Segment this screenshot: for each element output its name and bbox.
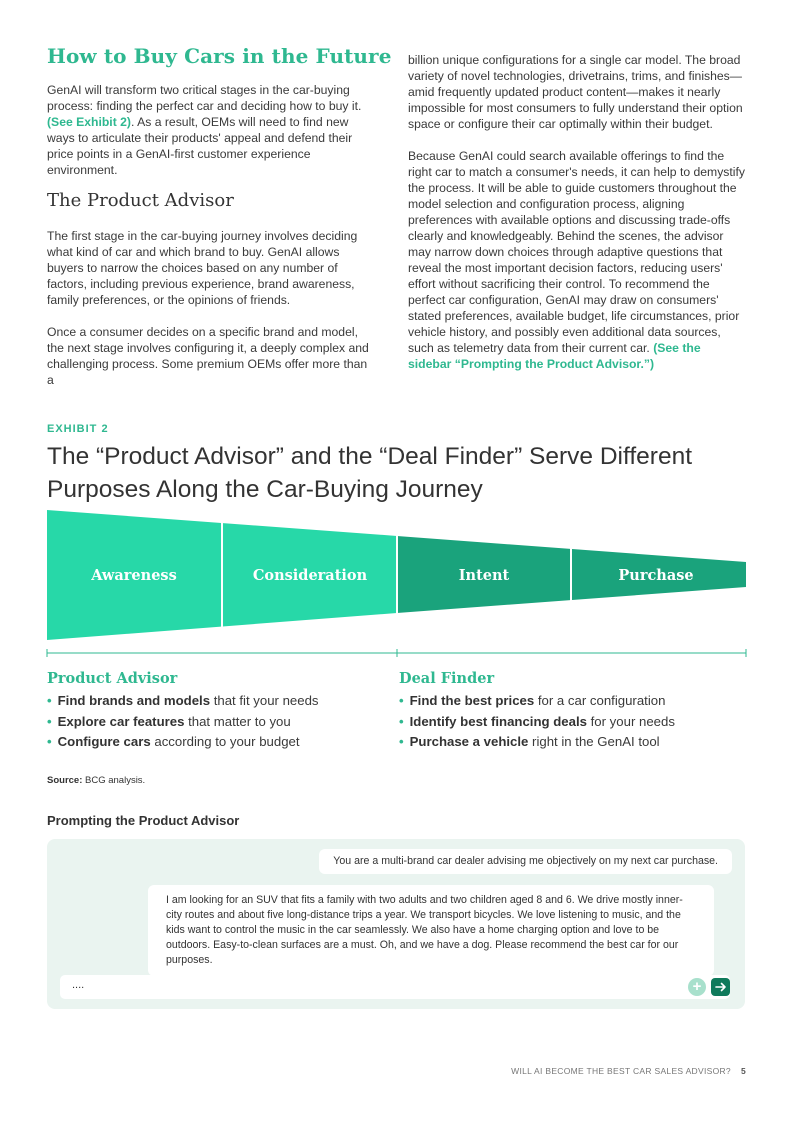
exhibit-label: EXHIBIT 2 — [47, 423, 109, 435]
deal-finder-list — [399, 691, 744, 753]
paragraph-text: Because GenAI could search available offerings to find the right car to match a consumer's needs, it can help to demystify the process. It will be able to guide customers throughout the model selection and configuration process, aligning preferences with available options and discussing trade-offs clearly and knowledgeably. Behind the scenes, the advisor may narrow down choices through adaptive questions that reveal the most important decision factors, reducing users' effort without sacrificing their control. To recommend the perfect car configuration, GenAI may draw on consumers' stated preferences, available budget, life circumstances, prior vehicle history, and possibly even additional data sources, such as telemetry data from their current car. — [408, 149, 745, 355]
intro-text-rest: . As a result, OEMs will need to find new ways to articulate their products' appeal and defend their price points in a GenAI-first customer experience environment. — [47, 115, 353, 177]
list-item: • Purchase a vehicle right in the GenAI tool — [399, 734, 660, 749]
bullet-icon: • — [399, 734, 404, 749]
subsection-title: The Product Advisor — [47, 190, 234, 211]
chat-input-value: .... — [72, 979, 85, 991]
bullet-icon: • — [47, 693, 52, 708]
page-footer — [0, 1066, 746, 1076]
section-title: How to Buy Cars in the Future — [47, 44, 392, 68]
intro-text: GenAI will transform two critical stages in the car-buying process: finding the perfect car and deciding how to buy it. — [47, 83, 362, 113]
stage-label-intent: Intent — [458, 567, 510, 584]
arrow-right-icon — [711, 978, 730, 996]
page-number: 5 — [740, 1066, 746, 1076]
bullet-icon: • — [399, 713, 404, 729]
product-advisor-list — [47, 691, 392, 753]
list-item: • Configure cars according to your budget — [47, 734, 300, 749]
deal-finder-title: Deal Finder — [399, 670, 495, 687]
stage-bracket — [47, 649, 746, 657]
chat-input[interactable] — [60, 975, 730, 999]
stage-label-consideration: Consideration — [252, 567, 368, 584]
paragraph: billion unique configurations for a single car model. The broad variety of novel technologies, drivetrains, trims, and finishes—amid frequently updated product content—makes it nearly impossible for most consumers to fully understand their option space or configure their car optimally within their budget. — [408, 53, 743, 131]
chat-panel — [47, 839, 745, 1009]
list-item: • Find the best prices for a car configuration — [399, 693, 666, 708]
paragraph: The first stage in the car-buying journey involves deciding what kind of car and which brand to buy. GenAI allows buyers to narrow the choices based on any number of factors, including previous experience, brand awareness, family preferences, or the opinions of friends. — [47, 229, 358, 307]
bullet-icon: • — [47, 734, 52, 749]
deal-finder-column — [399, 670, 744, 753]
bullet-icon: • — [399, 693, 404, 708]
left-body — [47, 228, 377, 404]
source-note: Source: BCG analysis. — [47, 775, 146, 786]
right-body — [408, 52, 746, 388]
stage-label-purchase: Purchase — [618, 567, 694, 584]
list-item: • Explore car features that matter to you — [47, 713, 291, 729]
chat-message-system: You are a multi-brand car dealer advising me objectively on my next car purchase. — [319, 849, 732, 874]
send-button[interactable] — [711, 978, 730, 996]
product-advisor-column — [47, 670, 392, 753]
sidebar-link[interactable]: (See the sidebar “Prompting the Product Advisor.”) — [408, 341, 701, 371]
paragraph — [408, 148, 746, 372]
footer-text: WILL AI BECOME THE BEST CAR SALES ADVISOR? — [511, 1066, 731, 1076]
product-advisor-title: Product Advisor — [47, 670, 178, 687]
sidebar-title: Prompting the Product Advisor — [47, 813, 240, 828]
plus-icon[interactable]: + — [688, 978, 706, 996]
exhibit-title: The “Product Advisor” and the “Deal Finder” Serve Different Purposes Along the Car-Buying Journey — [47, 443, 693, 503]
bullet-icon: • — [47, 713, 52, 729]
list-item: • Identify best financing deals for your needs — [399, 713, 675, 729]
intro-paragraph — [47, 82, 377, 194]
stage-label-awareness: Awareness — [91, 567, 177, 584]
funnel-diagram — [0, 500, 793, 670]
exhibit-link[interactable]: (See Exhibit 2) — [47, 115, 131, 129]
paragraph: Once a consumer decides on a specific brand and model, the next stage involves configuring it, a deeply complex and challenging process. Some premium OEMs offer more than a — [47, 325, 369, 387]
chat-message-user: I am looking for an SUV that fits a family with two adults and two children aged 8 and 6. We drive mostly inner-city routes and about five long-distance trips a year. We transport bicycles. We love listening to music, and the kids want to control the music in the car seamlessly. We also have a home charging option and love to be outdoors. Easy-to-clean surfaces are a must. Oh, and we have a dog. Please recommend the best car for our purposes. — [148, 885, 714, 976]
list-item: • Find brands and models that fit your needs — [47, 693, 319, 708]
